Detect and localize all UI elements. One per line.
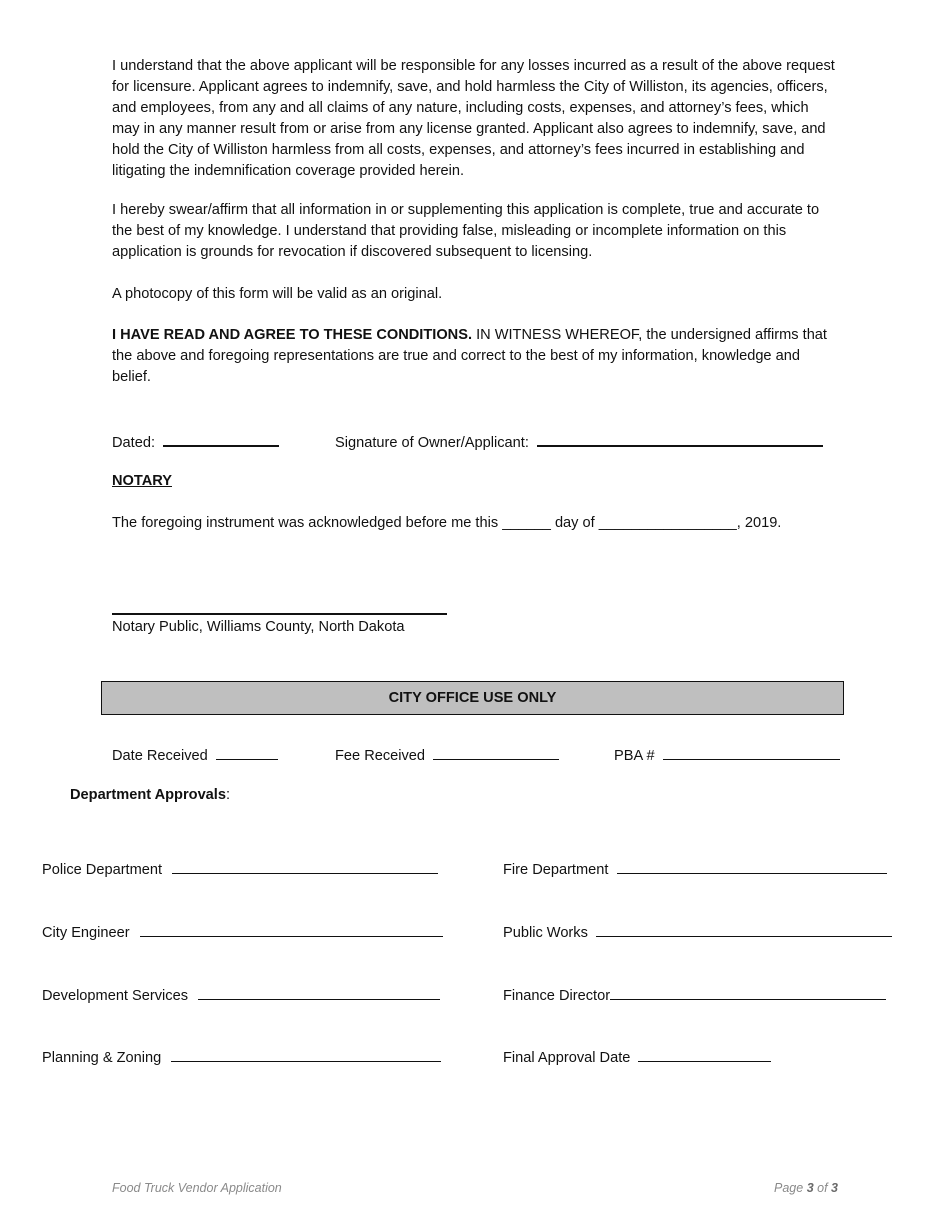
planning-label: Planning & Zoning (42, 1050, 162, 1066)
agreement-text: IN WITNESS WHEREOF, the undersigned affirms that the above and foregoing representations are true and correct to the best of my information, knowledge and belief. (112, 327, 827, 385)
fee-received-field[interactable] (433, 743, 559, 760)
department-approvals-heading (70, 785, 230, 805)
department-approvals-label: Department Approvals (70, 787, 226, 803)
fee-received-row (335, 743, 559, 766)
footer-page-word: Page (774, 1181, 804, 1195)
indemnity-paragraph: I understand that the above applicant will be responsible for any losses incurred as a result of the above request for licensure. Applicant agrees to indemnify, save, and hold harmless the City of Williston, its agencies, officers, and employees, from any and all claims of any nature, including costs, expenses, and attorney’s fees, which may in any manner result from or arise from any license granted. Applicant also agrees to indemnify, save, and hold the City of Williston harmless from all costs, expenses, and attorney’s fees incurred in establishing and litigating the indemnification coverage provided herein. (112, 58, 835, 179)
fee-received-label: Fee Received (335, 748, 426, 764)
notary-acknowledgement: The foregoing instrument was acknowledged before me this ______ day of _________________, 2019. (112, 515, 782, 531)
city-engineer-signature-field[interactable] (140, 920, 443, 937)
development-approval-row (42, 983, 440, 1006)
notary-caption: Notary Public, Williams County, North Dakota (112, 619, 405, 635)
footer-page-current: 3 (806, 1181, 814, 1195)
public-works-approval-row (503, 920, 892, 943)
signature-field[interactable] (537, 429, 823, 447)
city-office-use-header: CITY OFFICE USE ONLY (101, 681, 844, 715)
footer-page-total: 3 (831, 1181, 838, 1195)
development-label: Development Services (42, 988, 189, 1004)
signature-row (335, 429, 823, 453)
planning-signature-field[interactable] (171, 1045, 441, 1062)
police-signature-field[interactable] (172, 857, 438, 874)
final-approval-date-field[interactable] (638, 1045, 771, 1062)
date-received-row (112, 743, 278, 766)
finance-approval-row (503, 983, 886, 1006)
police-label: Police Department (42, 862, 163, 878)
final-approval-row (503, 1045, 771, 1068)
development-signature-field[interactable] (198, 983, 440, 1000)
final-approval-label: Final Approval Date (503, 1050, 631, 1066)
agreement-paragraph (112, 325, 838, 388)
notary-signature-line[interactable] (112, 613, 447, 615)
affirmation-paragraph: I hereby swear/affirm that all information in or supplementing this application is complete, true and accurate to the best of my knowledge. I understand that providing false, misleading or incomplete information on this application is grounds for revocation if discovered subsequent to licensing. (112, 202, 820, 260)
planning-approval-row (42, 1045, 441, 1068)
agreement-bold-text: I HAVE READ AND AGREE TO THESE CONDITIONS. (112, 327, 473, 343)
pba-row (614, 743, 840, 766)
footer-document-title: Food Truck Vendor Application (112, 1181, 282, 1195)
finance-signature-field[interactable] (610, 983, 886, 1000)
finance-label: Finance Director (503, 988, 611, 1004)
public-works-label: Public Works (503, 925, 588, 941)
fire-approval-row (503, 857, 887, 880)
dated-row (112, 429, 279, 453)
photocopy-paragraph: A photocopy of this form will be valid as an original. (112, 286, 443, 302)
city-engineer-label: City Engineer (42, 925, 130, 941)
department-approvals-colon: : (225, 787, 231, 803)
pba-field[interactable] (663, 743, 840, 760)
city-engineer-approval-row (42, 920, 443, 943)
date-received-field[interactable] (216, 743, 278, 760)
signature-label: Signature of Owner/Applicant: (335, 435, 529, 451)
notary-heading: NOTARY (112, 473, 172, 489)
footer-page-number (774, 1181, 838, 1195)
public-works-signature-field[interactable] (596, 920, 892, 937)
police-approval-row (42, 857, 438, 880)
fire-label: Fire Department (503, 862, 609, 878)
dated-field[interactable] (163, 429, 279, 447)
date-received-label: Date Received (112, 748, 208, 764)
fire-signature-field[interactable] (617, 857, 887, 874)
pba-label: PBA # (614, 748, 655, 764)
footer-page-of: of (817, 1181, 828, 1195)
dated-label: Dated: (112, 435, 155, 451)
